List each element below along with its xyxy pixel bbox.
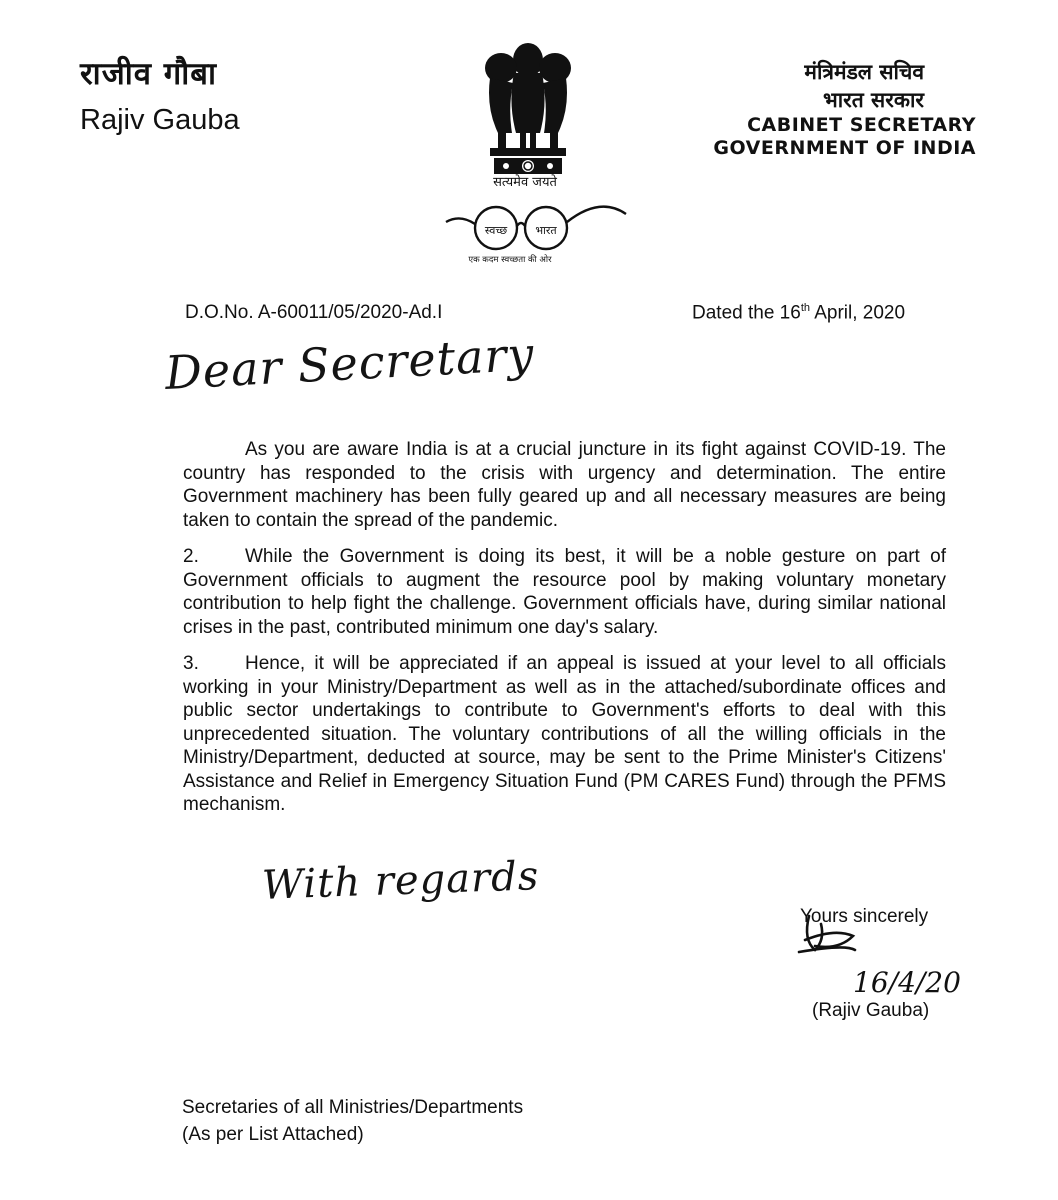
yours-sincerely: Yours sincerely xyxy=(800,906,929,927)
closing-handwritten: With regards xyxy=(261,853,540,909)
paragraph-3 xyxy=(183,652,946,817)
salutation-handwritten: Dear Secretary xyxy=(163,326,536,400)
designation-english-1: CABINET SECRETARY xyxy=(747,114,976,136)
date-prefix: Dated the 16 xyxy=(692,302,801,324)
national-emblem-icon xyxy=(468,38,588,188)
signatory-name: (Rajiv Gauba) xyxy=(812,1000,930,1021)
addressee-line-2: (As per List Attached) xyxy=(182,1124,364,1145)
addressee-line-1: Secretaries of all Ministries/Departments xyxy=(182,1097,524,1118)
designation-hindi-2: भारत सरकार xyxy=(822,88,924,112)
do-number: D.O.No. A-60011/05/2020-Ad.I xyxy=(185,302,443,323)
signature-icon xyxy=(795,910,970,1000)
paragraph-1: As you are aware India is at a crucial juncture in its fight against COVID-19. The country has responded to the crisis with urgency and determination. The entire Government machinery has been fully geared up and all necessary measures are being taken to contain the spread of the pandemic. xyxy=(183,439,946,531)
paragraph-2-text: While the Government is doing its best, it will be a noble gesture on part of Government officials to augment the resource pool by making voluntary monetary contribution to help fight the challenge. Government officials have, during similar national crises in the past, contributed minimum one day's salary. xyxy=(183,546,946,638)
signature-date: 16/4/20 xyxy=(853,966,961,999)
swachh-right-lens-text: भारत xyxy=(535,224,557,237)
emblem-motto: सत्यमेव जयते xyxy=(493,175,557,190)
date-suffix: th xyxy=(800,302,810,314)
swachh-bharat-glasses-icon xyxy=(440,200,635,265)
date-rest: April, 2020 xyxy=(810,302,906,324)
paragraph-2-number: 2. xyxy=(183,546,199,567)
sender-designation xyxy=(636,58,976,160)
sender-name-english: Rajiv Gauba xyxy=(80,104,240,136)
letter-body xyxy=(183,438,946,830)
swachh-tagline: एक कदम स्वच्छता की ओर xyxy=(468,255,552,265)
designation-english-2: GOVERNMENT OF INDIA xyxy=(713,137,976,159)
sender-name-hindi: राजीव गौबा xyxy=(80,56,217,92)
designation-hindi-1: मंत्रिमंडल सचिव xyxy=(804,60,924,84)
letter-date xyxy=(692,302,905,324)
addressee xyxy=(182,1094,523,1148)
paragraph-3-text: Hence, it will be appreciated if an appeal is issued at your level to all officials working in your Ministry/Department as well as in the attached/subordinate offices and public sector undertakings to contribute to Government's efforts to deal with this unprecedented situation. The voluntary contributions of all the willing officials in the Ministry/Department, deducted at source, may be sent to the Prime Minister's Citizens' Assistance and Relief in Emergency Situation Fund (PM CARES Fund) through the PFMS mechanism. xyxy=(183,653,946,815)
swachh-left-lens-text: स्वच्छ xyxy=(484,224,508,237)
paragraph-3-number: 3. xyxy=(183,653,199,674)
paragraph-2 xyxy=(183,545,946,639)
